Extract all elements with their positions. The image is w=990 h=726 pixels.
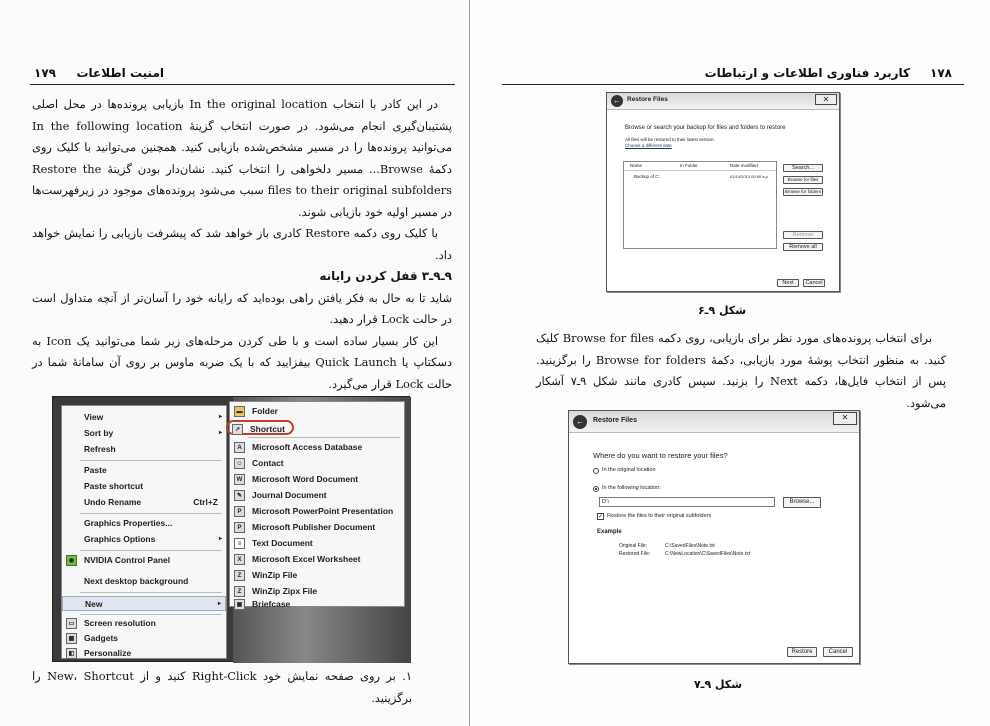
row-date: 01/14/2013 00:59 a.p — [730, 174, 768, 179]
restored-file-value: C:\NewLocation\C\SavedFiles\Note.txt — [665, 551, 751, 557]
menu-separator — [80, 460, 222, 461]
restored-file-label: Restored File: — [619, 551, 651, 557]
briefcase-icon: ▣ — [234, 599, 245, 610]
left-page-number: ۱۷۹ — [34, 66, 56, 80]
col-in-folder[interactable]: In Folder — [680, 163, 698, 168]
submenu-item-excel[interactable]: X Microsoft Excel Worksheet — [230, 552, 404, 567]
restore-files-dialog-browse — [606, 92, 840, 292]
access-icon: A — [234, 442, 245, 453]
menu-item-personalize[interactable]: ◧ Personalize — [62, 646, 226, 661]
publisher-icon: P — [234, 522, 245, 533]
menu-item-new[interactable]: New ▸ — [62, 596, 226, 611]
journal-icon: ✎ — [234, 490, 245, 501]
powerpoint-icon: P — [234, 506, 245, 517]
table-row[interactable] — [624, 173, 776, 182]
gadgets-icon: ▦ — [66, 633, 77, 644]
figure-caption-2: شکل ۹ـ۷ — [693, 678, 743, 691]
remove-button[interactable]: Remove — [783, 231, 823, 239]
menu-item-paste-shortcut[interactable]: Paste shortcut — [84, 481, 144, 491]
dialog-title-bar — [569, 411, 859, 433]
option-label: In the original location — [602, 467, 656, 473]
row-name: Backup of C: — [634, 174, 660, 179]
nvidia-icon: ◉ — [66, 555, 77, 566]
submenu-item-folder[interactable]: ▬ Folder — [230, 404, 404, 419]
radio-button[interactable] — [593, 468, 599, 474]
back-arrow-icon[interactable]: ← — [613, 96, 621, 105]
submenu-item-winzip-zipx[interactable]: Z WinZip Zipx File — [230, 584, 404, 599]
dialog-note: All files will be restored to their latest version. — [625, 137, 715, 142]
restore-button[interactable]: Restore — [787, 647, 817, 657]
submenu-item-word[interactable]: W Microsoft Word Document — [230, 472, 404, 487]
menu-item-undo-rename[interactable]: Undo Rename Ctrl+Z — [62, 495, 226, 510]
step-1: ۱. بر روی صفحه نمایش خود Right-Click کنید و از New، Shortcut را برگزینید. — [32, 669, 412, 705]
col-name[interactable]: Name — [630, 163, 643, 168]
figure-caption-1: شکل ۹ـ۶ — [697, 304, 747, 317]
file-list-header — [624, 162, 776, 171]
menu-item-paste[interactable]: Paste — [84, 465, 107, 475]
submenu-item-briefcase[interactable]: ▣ Briefcase — [230, 600, 404, 612]
submenu-item-contact[interactable]: ☺ Contact — [230, 456, 404, 471]
word-icon: W — [234, 474, 245, 485]
cancel-button[interactable]: Cancel — [823, 647, 853, 657]
right-page-number: ۱۷۸ — [930, 66, 952, 80]
back-arrow-icon[interactable]: ← — [573, 415, 587, 429]
step-text — [32, 666, 412, 709]
search-button[interactable]: Search... — [783, 164, 823, 172]
text-document-icon: ≡ — [234, 538, 245, 549]
path-value: D:\ — [602, 499, 610, 505]
right-body-text — [536, 328, 946, 414]
choose-date-link[interactable]: Choose a different date — [625, 143, 672, 148]
menu-item-graphics-properties[interactable]: Graphics Properties... — [84, 518, 173, 528]
winzip-icon: Z — [234, 570, 245, 581]
winzip-zipx-icon: Z — [234, 586, 245, 597]
menu-item-view[interactable]: View ▸ — [84, 412, 222, 422]
undo-shortcut: Ctrl+Z — [193, 497, 218, 507]
submenu-item-access[interactable]: A Microsoft Access Database — [230, 440, 404, 455]
menu-item-refresh[interactable]: Refresh — [84, 444, 116, 454]
folder-icon: ▬ — [234, 406, 245, 417]
new-submenu — [229, 401, 405, 607]
example-heading: Example — [597, 529, 622, 535]
menu-item-sort-by[interactable]: Sort by ▸ — [84, 428, 222, 438]
submenu-item-powerpoint[interactable]: P Microsoft PowerPoint Presentation — [230, 504, 404, 519]
left-header-title: امنیت اطلاعات — [76, 66, 164, 80]
paragraph: برای انتخاب پرونده‌های مورد نظر برای بازیابی، روی دکمه Browse for files کلیک کنید. به منظور انتخاب پوشهٔ مورد بازیابی، دکمهٔ Browse for folders را برگزینید. پس از انتخاب فایل‌ها، دکمه Next را بزنید. سپس کادری مانند شکل ۹ـ۷ آشکار می‌شود. — [536, 331, 947, 410]
cancel-button[interactable]: Cancel — [803, 279, 825, 287]
path-input[interactable] — [599, 497, 775, 507]
left-header-rule — [30, 84, 455, 85]
menu-separator — [80, 513, 222, 514]
col-date-modified[interactable]: Date modified — [730, 163, 758, 168]
submenu-item-winzip[interactable]: Z WinZip File — [230, 568, 404, 583]
radio-button-selected[interactable] — [593, 486, 599, 492]
close-button[interactable]: ✕ — [833, 412, 857, 425]
browse-for-folders-button[interactable]: Browse for folders — [784, 189, 822, 194]
right-header-rule — [502, 84, 964, 85]
file-list[interactable] — [623, 161, 777, 249]
paragraph: شاید تا به حال به فکر یافتن راهی بوده‌اید که رایانه خود را آسان‌تر از آنچه متداول است در حالت Lock قرار دهید. — [32, 290, 452, 326]
section-title: ۹ـ۹ـ۳ قفل کردن رایانه — [319, 269, 452, 283]
remove-all-button[interactable]: Remove all — [783, 243, 823, 251]
submenu-item-publisher[interactable]: P Microsoft Publisher Document — [230, 520, 404, 535]
submenu-item-text-document[interactable]: ≡ Text Document — [230, 536, 404, 551]
right-header-title: کاربرد فناوری اطلاعات و ارتباطات — [704, 66, 910, 80]
menu-separator — [80, 592, 222, 593]
menu-item-gadgets[interactable]: ▦ Gadgets — [62, 631, 226, 646]
menu-item-nvidia-control-panel[interactable]: ◉ NVIDIA Control Panel — [62, 553, 226, 568]
next-button[interactable]: Next — [777, 279, 799, 287]
personalize-icon: ◧ — [66, 648, 77, 659]
desktop-context-menu — [61, 405, 227, 659]
monitor-icon: ▭ — [66, 618, 77, 629]
submenu-item-shortcut[interactable]: ↗ Shortcut — [226, 420, 294, 435]
context-menu-screenshot — [52, 396, 410, 662]
menu-separator — [80, 550, 222, 551]
browse-for-files-button[interactable]: Browse for files — [783, 176, 823, 184]
paragraph: در این کادر با انتخاب In the original location بازیابی پرونده‌ها در محل اصلی پشتیبان‌گیری انجام می‌شود. در صورت انتخاب گزینهٔ In the following location می‌توانید پرونده‌ها را در مسیر مشخص‌شده بازیابی کنید. همچنین می‌توانید با کلیک روی دکمهٔ Browse... مسیر دلخواهی را انتخاب کنید. نشان‌دار بودن گزینهٔ Restore the files to their original subfolders سبب می‌شود پرونده‌های موجود در زیرفهرست‌ها در مسیر اولیه خود بازیابی شوند. — [32, 97, 453, 219]
dialog-heading: Browse or search your backup for files and folders to restore — [625, 125, 786, 131]
dialog-title-bar — [607, 93, 839, 110]
paragraph: این کار بسیار ساده است و با طی کردن مرحله‌های زیر شما می‌توانید یک Icon به دسکتاپ یا Quick Launch بیفزایید که با یک ضربه ماوس بر روی آن سامانهٔ شما در حالت Lock قرار می‌گیرد. — [32, 333, 452, 391]
original-file-value: C:\SavedFiles\Note.txt — [665, 543, 715, 549]
menu-item-next-desktop-background[interactable]: Next desktop background — [84, 576, 189, 586]
browse-button[interactable]: Browse... — [783, 497, 821, 508]
left-page — [0, 0, 470, 726]
left-body-text — [32, 94, 452, 395]
restore-files-dialog-location — [568, 410, 860, 664]
checkbox-checked-icon[interactable]: ✓ — [598, 514, 604, 520]
shortcut-icon: ↗ — [232, 424, 243, 435]
close-button[interactable]: ✕ — [815, 94, 837, 105]
menu-separator — [80, 614, 222, 615]
submenu-item-journal[interactable]: ✎ Journal Document — [230, 488, 404, 503]
contact-icon: ☺ — [234, 458, 245, 469]
menu-item-screen-resolution[interactable]: ▭ Screen resolution — [62, 616, 226, 631]
option-label: In the following location: — [602, 485, 661, 491]
original-file-label: Original File: — [619, 543, 648, 549]
paragraph: با کلیک روی دکمه Restore کادری باز خواهد شد که پیشرفت بازیابی را نمایش خواهد داد. — [32, 226, 452, 262]
dialog-title: Restore Files — [593, 417, 637, 424]
menu-separator — [248, 437, 400, 438]
dialog-heading: Where do you want to restore your files? — [593, 451, 728, 460]
dialog-title: Restore Files — [627, 96, 668, 103]
excel-icon: X — [234, 554, 245, 565]
checkbox-label: Restore the files to their original subfolders — [607, 513, 712, 519]
menu-item-graphics-options[interactable]: Graphics Options ▸ — [84, 534, 222, 544]
right-page — [472, 0, 990, 726]
